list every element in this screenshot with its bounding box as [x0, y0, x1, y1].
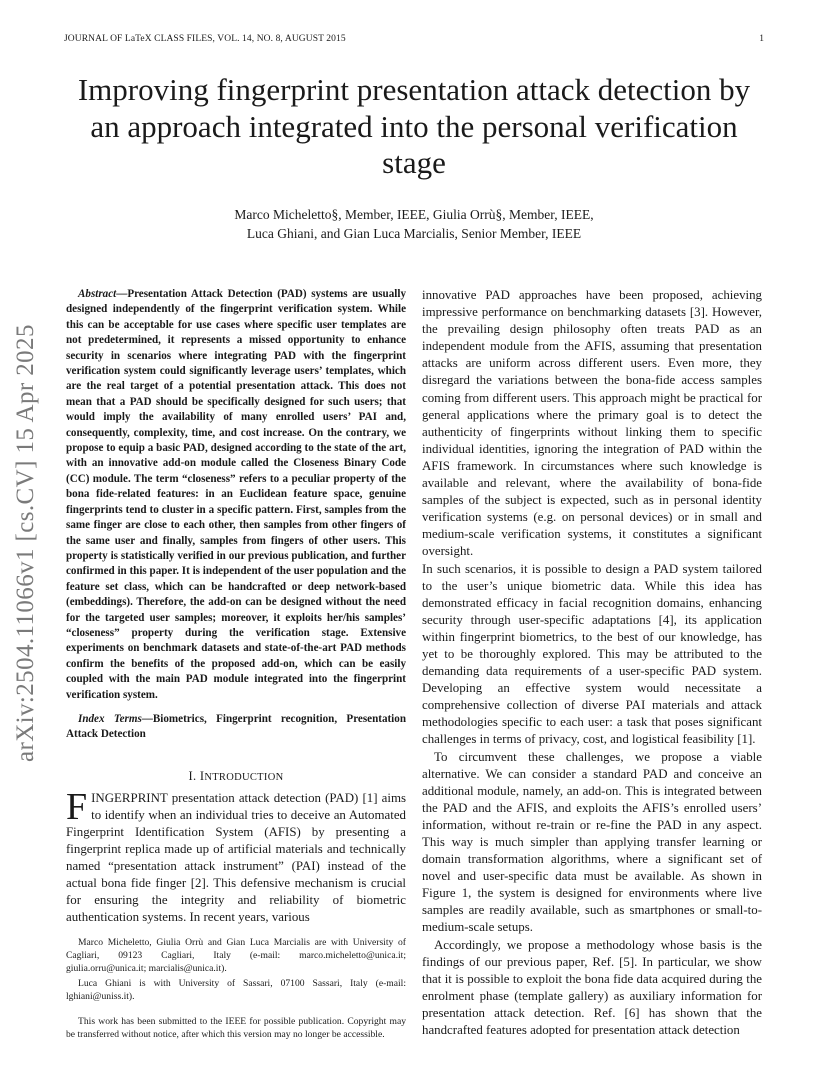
index-terms-text: —Biometrics, Fingerprint recognition, Presentation Attack Detection [66, 712, 406, 741]
abstract-lead: Abstract [78, 288, 117, 300]
author-line-2: Luca Ghiani, and Gian Luca Marcialis, Senior Member, IEEE [246, 226, 582, 241]
footnote-affiliation-2: Luca Ghiani is with University of Sassari, 07100 Sassari, Italy (e-mail: lghiani@uniss.it). [66, 978, 406, 1003]
running-head: JOURNAL OF LaTeX CLASS FILES, VOL. 14, NO. 8, AUGUST 2015 [64, 34, 346, 44]
section-heading [66, 769, 406, 784]
paper-title: Improving fingerprint presentation attack detection by an approach integrated into the personal verification stage [77, 72, 751, 180]
footnotes [66, 936, 406, 1041]
right-column [422, 287, 762, 1039]
paragraph-1: innovative PAD approaches have been proposed, achieving impressive performance on benchmarking datasets [3]. However, the prevailing design philosophy often treats PAD as an independent module from the AFIS, assuming that presentation attacks are uniform across different users. Even more, they disregard the variations between the bona-fide access samples coming from different users. This approach might be practical for general applications where the primary goal is to detect the authenticity of fingerprints without linking them to specific individual identities, ignoring the integration of PAD within the AFIS framework. In circumstances where such knowledge is available and relevant, where the availability of bona-fide samples of the subject is expected, such as in personal identity verification systems (e.g. on personal devices) or in small and medium-scale verification systems, it constitutes a significant oversight. [422, 288, 762, 559]
arxiv-stamp: arXiv:2504.11066v1 [cs.CV] 15 Apr 2025 [12, 324, 39, 762]
abstract [66, 287, 406, 703]
section-number: I. [188, 768, 200, 783]
footnote-affiliation-1: Marco Micheletto, Giulia Orrù and Gian Luca Marcialis are with University of Cagliari, 09123 Cagliari, Italy (e-mail: marco.micheletto@unica.it; giulia.orru@unica.it; marcialis@unica.it). [66, 937, 406, 975]
intro-first-word: INGERPRINT [91, 790, 168, 805]
left-column [66, 287, 406, 1043]
author-line-1: Marco Micheletto§, Member, IEEE, Giulia Orrù§, Member, IEEE, [234, 207, 594, 222]
section-title-rest: NTRODUCTION [204, 771, 284, 783]
footnote-notice: This work has been submitted to the IEEE for possible publication. Copyright may be transferred without notice, after which this version may no longer be accessible. [66, 1016, 406, 1041]
paragraph-2: In such scenarios, it is possible to design a PAD system tailored to the user’s unique biometric data. While this idea has demonstrated efficacy in facial recognition domains, enhancing security through user-specific adaptations [4], its application within fingerprint biometrics, to the best of our knowledge, has yet to be thoroughly explored. This may be attributed to the demanding data requirements of a user-specific PAD system. Developing an effective system would necessitate a comprehensive collection of diverse PAI materials and attack methodologies specific to each user: a task that poses significant challenges in terms of privacy, cost, and logistical feasibility [1]. [422, 561, 762, 747]
intro-text: presentation attack detection (PAD) [1] aims to identify when an individual tries to deceive an Automated Fingerprint Identification System (AFIS) by presenting a fingerprint replica made up of artificial materials and technically named “presentation attack instrument” (PAI) instead of the actual bona fide finger [2]. This defensive mechanism is crucial for ensuring the integrity and reliability of biometric authentication systems. In recent years, various [66, 790, 406, 925]
drop-cap: F [66, 785, 88, 828]
abstract-text: —Presentation Attack Detection (PAD) systems are usually designed independently of the fingerprint verification system. While this can be acceptable for use cases where specific user templates are not predetermined, it represents a missed opportunity to enhance security in scenarios where integrating PAD with the fingerprint verification system could significantly leverage users’ templates, which are the real target of a potential presentation attack. This does not mean that a PAD should be specifically designed for such users; that would imply the availability of many enrolled users’ PAI and, consequently, complexity, time, and cost increase. On the contrary, we propose to equip a basic PAD, designed according to the state of the art, with an innovative add-on module called the Closeness Binary Code (CC) module. The term “closeness” refers to a peculiar property of the bona fide-related features: in an Euclidean feature space, genuine fingerprints tend to cluster in a specific pattern. First, samples from the same finger are close to each other, then samples from other fingers of the same user and finally, samples from fingers of other users. This property is statistically verified in our previous publication, and further confirmed in this paper. It is independent of the user population and the feature set class, which can be handcrafted or deep network-based (embeddings). Therefore, the add-on can be designed without the need for the targeted user samples; moreover, it exploits her/his samples’ “closeness” property during the verification stage. Extensive experiments on benchmark datasets and state-of-the-art PAD methods confirm the benefits of the proposed add-on, which can be easily coupled with the main PAD module integrated into the fingerprint verification system. [66, 288, 406, 701]
author-list [100, 205, 728, 243]
paragraph-3: To circumvent these challenges, we propose a viable alternative. We can consider a standard PAD and conceive an additional module, namely, an add-on. This is integrated between the PAD and the AFIS, and exploits the AFIS’s enrolled users’ information, without re-train or re-fine the PAD in any aspect. This way is much simpler than applying transfer learning or domain transformation algorithms, where a significant set of novel and user-specific data must be available. As shown in Figure 1, the system is designed for environments where live samples are readily available, such as smartphones or small-to-medium-scale setups. [422, 749, 762, 935]
index-terms [66, 712, 406, 743]
index-terms-lead: Index Terms [78, 712, 142, 725]
paragraph-4: Accordingly, we propose a methodology whose basis is the findings of our previous paper, Ref. [5]. In particular, we show that it is possible to exploit the bona fide data acquired during the enrolment phase (template gallery) as auxiliary information for presentation attack detection. Ref. [6] has shown that the handcrafted features adopted for presentation attack detection [422, 937, 762, 1038]
page-number: 1 [759, 34, 764, 44]
intro-paragraph [66, 785, 406, 926]
section-title-initial: I [199, 768, 205, 783]
